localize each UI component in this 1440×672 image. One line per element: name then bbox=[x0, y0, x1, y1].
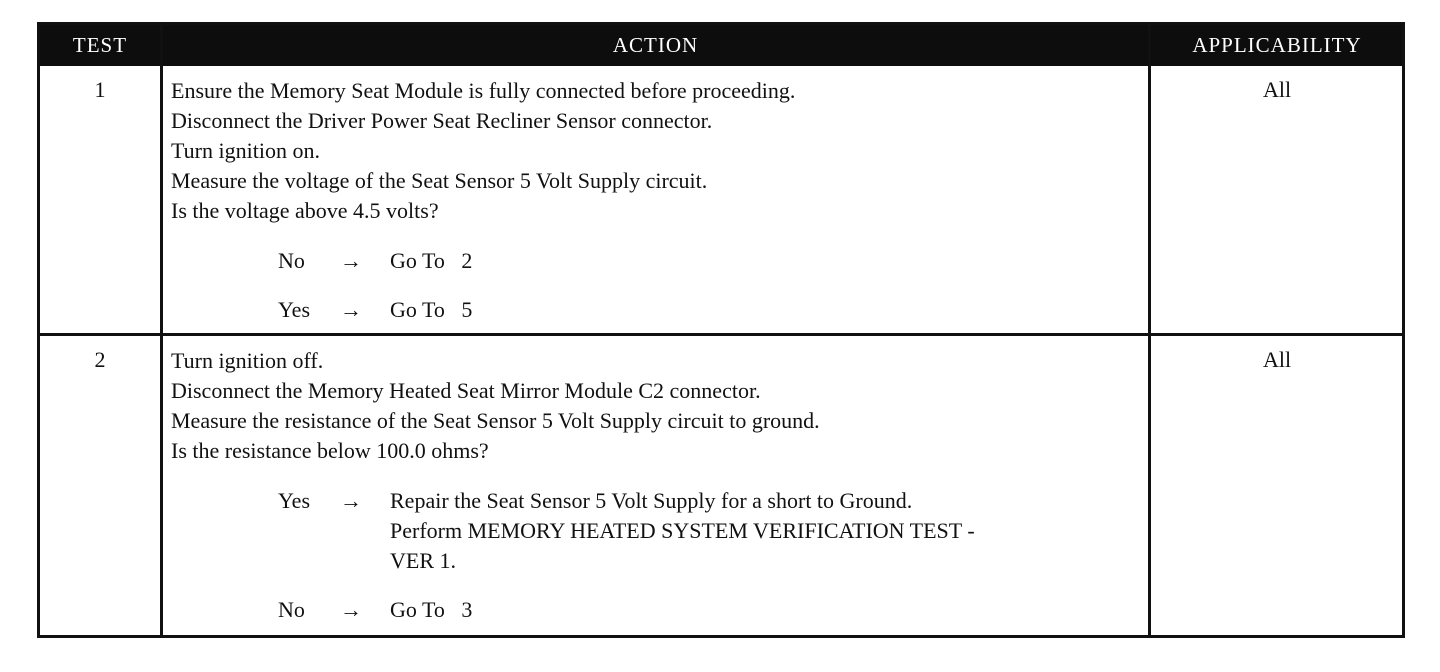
action-line: Measure the resistance of the Seat Sensor 5 Volt Supply circuit to ground. bbox=[171, 408, 820, 433]
header-action: ACTION bbox=[612, 33, 699, 57]
right-arrow-icon: → bbox=[340, 488, 362, 513]
right-arrow-icon: → bbox=[340, 597, 362, 622]
applicability-value: All bbox=[1262, 347, 1292, 372]
column-divider-action bbox=[1148, 25, 1151, 635]
answer-result: VER 1. bbox=[390, 548, 456, 573]
action-question: Is the resistance below 100.0 ohms? bbox=[171, 438, 489, 463]
header-applicability: APPLICABILITY bbox=[1192, 33, 1362, 57]
answer-result: Go To 2 bbox=[390, 248, 473, 273]
header-test: TEST bbox=[72, 33, 128, 57]
action-line: Disconnect the Driver Power Seat Recliner Sensor connector. bbox=[171, 108, 713, 133]
action-line: Turn ignition off. bbox=[171, 348, 324, 373]
answer-result: Go To 5 bbox=[390, 297, 473, 322]
answer-label: Yes bbox=[278, 297, 311, 322]
answer-result: Repair the Seat Sensor 5 Volt Supply for a short to Ground. bbox=[390, 488, 913, 513]
answer-result: Go To 3 bbox=[390, 597, 473, 622]
answer-label: Yes bbox=[278, 488, 311, 513]
column-divider-test bbox=[160, 25, 163, 635]
action-line: Ensure the Memory Seat Module is fully connected before proceeding. bbox=[171, 78, 796, 103]
table-header-row bbox=[40, 25, 1402, 66]
diagnostic-test-table bbox=[37, 22, 1405, 638]
action-line: Turn ignition on. bbox=[171, 138, 320, 163]
action-question: Is the voltage above 4.5 volts? bbox=[171, 198, 439, 223]
applicability-value: All bbox=[1262, 77, 1292, 102]
row-divider bbox=[40, 333, 1402, 336]
right-arrow-icon: → bbox=[340, 248, 362, 273]
answer-label: No bbox=[278, 597, 305, 622]
right-arrow-icon: → bbox=[340, 297, 362, 322]
action-line: Disconnect the Memory Heated Seat Mirror Module C2 connector. bbox=[171, 378, 761, 403]
test-number: 1 bbox=[94, 77, 106, 102]
test-number: 2 bbox=[94, 347, 106, 372]
answer-label: No bbox=[278, 248, 305, 273]
action-line: Measure the voltage of the Seat Sensor 5 Volt Supply circuit. bbox=[171, 168, 708, 193]
answer-result: Perform MEMORY HEATED SYSTEM VERIFICATION TEST - bbox=[390, 518, 975, 543]
